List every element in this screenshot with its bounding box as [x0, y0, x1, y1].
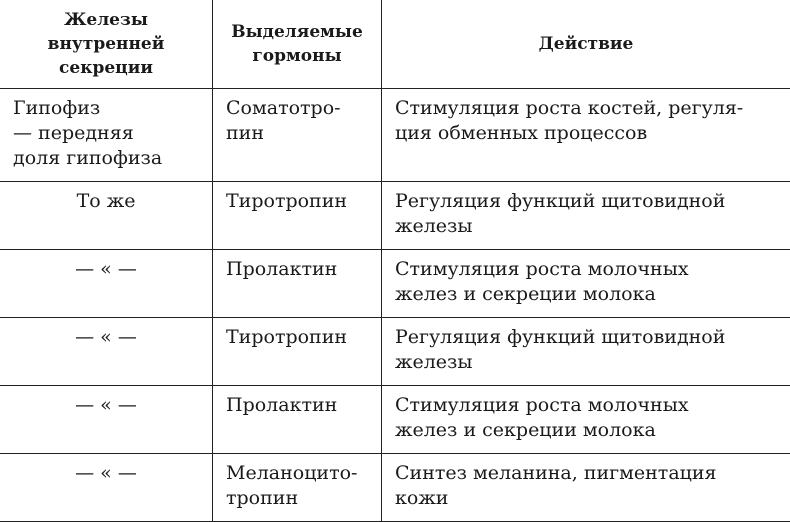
header-action — [382, 0, 790, 89]
table-row — [0, 386, 790, 454]
header-text: Действие — [382, 32, 790, 56]
header-text: Выделяемые гормоны — [213, 20, 381, 68]
header-hormones — [213, 0, 382, 89]
table-row — [0, 454, 790, 522]
action-cell: Регуляция функций щитовидной железы — [382, 182, 790, 250]
hormone-cell: Тиротропин — [213, 182, 382, 250]
hormone-cell: Тиротропин — [213, 318, 382, 386]
hormone-cell: Меланоцито- тропин — [213, 454, 382, 522]
action-cell: Стимуляция роста костей, регуля- ция обменных процессов — [382, 89, 790, 182]
header-glands — [0, 0, 213, 89]
gland-cell: То же — [0, 182, 213, 250]
table-row — [0, 89, 790, 182]
hormone-cell: Соматотро- пин — [213, 89, 382, 182]
action-cell: Стимуляция роста молочных желез и секреции молока — [382, 386, 790, 454]
hormone-cell: Пролактин — [213, 386, 382, 454]
action-cell: Регуляция функций щитовидной железы — [382, 318, 790, 386]
gland-cell: — « — — [0, 454, 213, 522]
hormone-cell: Пролактин — [213, 250, 382, 318]
table-row — [0, 250, 790, 318]
gland-cell: — « — — [0, 318, 213, 386]
header-text: Железы внутренней секреции — [0, 8, 212, 80]
table-row — [0, 318, 790, 386]
action-cell: Синтез меланина, пигментация кожи — [382, 454, 790, 522]
header-row — [0, 0, 790, 89]
gland-cell: Гипофиз — передняя доля гипофиза — [0, 89, 213, 182]
table-row — [0, 182, 790, 250]
gland-cell: — « — — [0, 250, 213, 318]
gland-cell: — « — — [0, 386, 213, 454]
action-cell: Стимуляция роста молочных желез и секреции молока — [382, 250, 790, 318]
